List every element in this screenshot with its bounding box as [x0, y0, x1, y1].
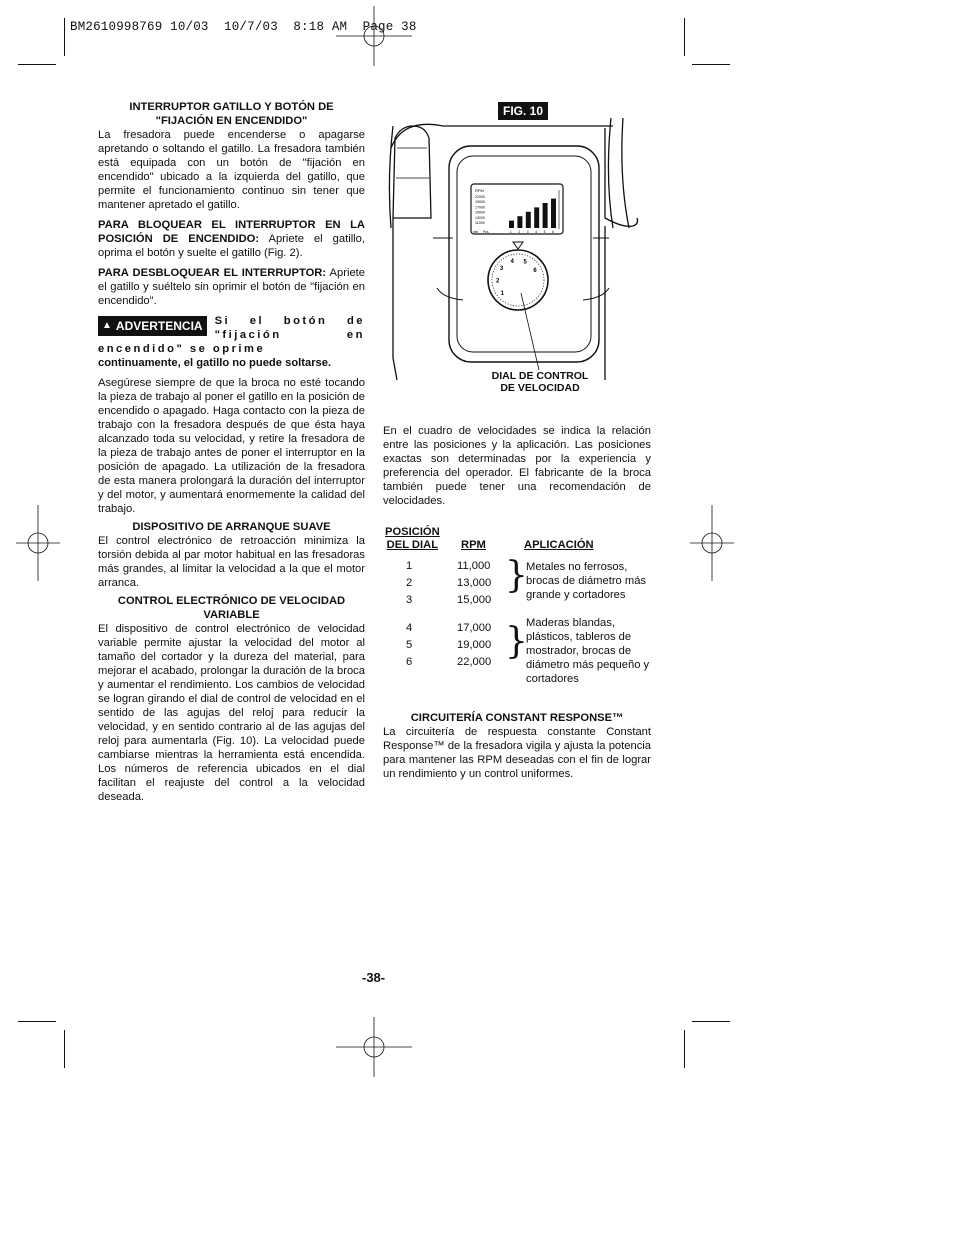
application-cell: Maderas blandas, plásticos, tableros de mostrador, brocas de diámetro más pequeño y cortadores [526, 617, 650, 685]
table-row [383, 622, 503, 636]
page-number: -38- [362, 970, 386, 985]
chart-bar [534, 207, 539, 228]
chart-footer-label: min [473, 230, 479, 234]
chart-row-label: 19000 [475, 200, 485, 205]
table-row [383, 594, 503, 608]
chart-row-label: 17000 [475, 205, 485, 210]
chart-row-label: 11000 [475, 221, 485, 225]
chart-tick-label: 3 [526, 230, 529, 234]
warning-text: Si el botón de "fijación en encendido" se oprime [98, 315, 365, 355]
chart-tick-label: 5 [543, 230, 546, 234]
table-row [383, 560, 503, 574]
chart-title: RPM [475, 188, 484, 193]
column-header: RPM [461, 539, 486, 551]
rpm-value: 19,000 [457, 639, 492, 651]
dial-number: 6 [533, 268, 537, 274]
table-row [383, 577, 503, 591]
column-header: APLICACIÓN [524, 539, 594, 551]
chart-tick-label: 4 [535, 230, 537, 234]
warning-badge: ▲ ADVERTENCIA [98, 316, 207, 336]
paragraph: Asegúrese siempre de que la broca no esté tocando la pieza de trabajo al poner el gatillo en la posición de encendido o apagado. Haga contacto con la pieza de trabajo con la fresadora después de que ésta haya alcanzado toda su velocidad, y retire la fresadora de la pieza de trabajo antes de poner el interruptor en la posición de apagado. La utilización de la fresadora de esta manera prolongará la duración del interruptor y del motor, y aumentará enormemente la calidad del trabajo. [98, 377, 365, 515]
crop-mark [684, 18, 685, 56]
crop-mark [18, 64, 56, 65]
brace: } [505, 621, 528, 662]
crop-mark [64, 1030, 65, 1068]
chart-bar [509, 221, 514, 228]
rpm-value: 13,000 [457, 577, 492, 589]
rpm-value: 15,000 [457, 594, 492, 606]
print-slug: BM2610998769 10/03 10/7/03 8:18 AM Page 38 [70, 20, 417, 34]
section-heading: "FIJACIÓN EN ENCENDIDO" [155, 115, 308, 127]
dial-position: 6 [406, 656, 413, 668]
section-heading: CONTROL ELECTRÓNICO DE VELOCIDAD VARIABLE [117, 595, 346, 621]
crop-mark [692, 1021, 730, 1022]
rpm-value: 17,000 [457, 622, 492, 634]
right-column [383, 424, 651, 508]
chart-row-label: 15000 [475, 210, 485, 215]
chart-bar [551, 199, 556, 228]
rpm-value: 11,000 [457, 560, 491, 572]
dial-number: 4 [510, 258, 514, 265]
dial-number: 5 [523, 259, 527, 266]
registration-mark-top [336, 6, 412, 66]
paragraph: El dispositivo de control electrónico de velocidad variable permite ajustar la velocidad del motor al tamaño del cortador y la dureza del material, para mejorar el acabado, prolongar la duración de la broca y aumentar el rendimiento. Los cambios de velocidad se logran girando el dial de control de velocidad en el sentido de las agujas del reloj para reducir la velocidad, y en sentido contrario al de las agujas del reloj para aumentarla (Fig. 10). La velocidad puede cambiarse mientras la herramienta está encendida. Los números de referencia ubicados en el dial facilitan el reajuste del control a la velocidad deseada. [98, 623, 365, 803]
paragraph: PARA BLOQUEAR EL INTERRUPTOR EN LA POSICIÓN DE ENCENDIDO: Apriete el gatillo, oprima el botón y suelte el gatillo (Fig. 2). [98, 219, 365, 259]
dial-position: 2 [406, 577, 413, 589]
crop-mark [684, 1030, 685, 1068]
dial-number: 1 [500, 290, 505, 297]
speed-table [383, 526, 653, 700]
figure-caption: DIAL DE CONTROL DE VELOCIDAD [491, 370, 589, 394]
table-row [383, 639, 503, 653]
column-header: POSICIÓN [385, 526, 440, 538]
warning-block [98, 314, 365, 370]
section-heading: DISPOSITIVO DE ARRANQUE SUAVE [132, 521, 331, 533]
table-header [383, 526, 653, 554]
chart-tick-label: 1 [510, 230, 512, 234]
crop-mark [692, 64, 730, 65]
dial-position: 1 [406, 560, 413, 572]
section-heading: INTERRUPTOR GATILLO Y BOTÓN DE [129, 101, 334, 113]
paragraph: PARA DESBLOQUEAR EL INTERRUPTOR: Apriete el gatillo y suéltelo sin oprimir el botón de "fijación en encendido". [98, 267, 366, 307]
brace: } [505, 555, 528, 596]
section-heading: CIRCUITERÍA CONSTANT RESPONSE™ [410, 712, 624, 724]
speed-dial [496, 259, 537, 297]
router-illustration [383, 118, 653, 380]
registration-mark-left [16, 505, 60, 581]
dial-position: 5 [406, 639, 413, 651]
chart-row-label: 22000 [475, 195, 485, 199]
figure-label: FIG. 10 [498, 102, 548, 120]
column-header: DEL DIAL [386, 539, 439, 551]
paragraph: La circuitería de respuesta constante Constant Response™ de la fresadora vigila y ajusta la potencia para mantener las RPM deseadas con el fin de lograr un rendimiento y un control uniformes. [383, 726, 651, 780]
chart-tick-label: 6 [552, 230, 554, 234]
crop-mark [64, 18, 65, 56]
warning-triangle-icon: ▲ [102, 320, 112, 331]
warning-text: continuamente, el gatillo no puede soltarse. [98, 357, 332, 369]
dial-number: 2 [496, 278, 500, 285]
crop-mark [18, 1021, 56, 1022]
rpm-value: 22,000 [457, 656, 492, 668]
dial-number: 3 [499, 266, 504, 273]
registration-mark-bottom [336, 1017, 412, 1077]
left-column [98, 100, 365, 804]
dial-position: 3 [406, 594, 413, 606]
paragraph: La fresadora puede encenderse o apagarse apretando o soltando el gatillo. La fresadora también está equipada con un botón de "fijación en encendido" ubicado a la izquierda del gatillo, que permite el funcionamiento continuo sin tener que mantener apretado el gatillo. [98, 129, 365, 211]
chart-tick-label: 2 [518, 230, 521, 234]
dial-position: 4 [406, 622, 413, 634]
paragraph: El control electrónico de retroacción minimiza la torsión debida al par motor habitual en las fresadoras más grandes, al limitar la velocidad a la que el motor arranca. [98, 535, 365, 589]
chart-row-label: 13000 [475, 215, 485, 220]
paragraph: En el cuadro de velocidades se indica la relación entre las posiciones y la aplicación. Las posiciones exactas son determinadas por la experiencia y preferencia del operador. El fabricante de la broca también puede tener una recomendación de velocidades. [383, 425, 651, 507]
registration-mark-right [690, 505, 734, 581]
chart-bar [543, 203, 548, 228]
chart-bar [517, 216, 522, 228]
right-column-lower [383, 711, 651, 781]
chart-bar [526, 212, 531, 228]
application-cell: Metales no ferrosos, brocas de diámetro más grande y cortadores [526, 561, 647, 601]
chart-footer-label: Pos. [483, 230, 490, 234]
table-row [383, 656, 503, 670]
